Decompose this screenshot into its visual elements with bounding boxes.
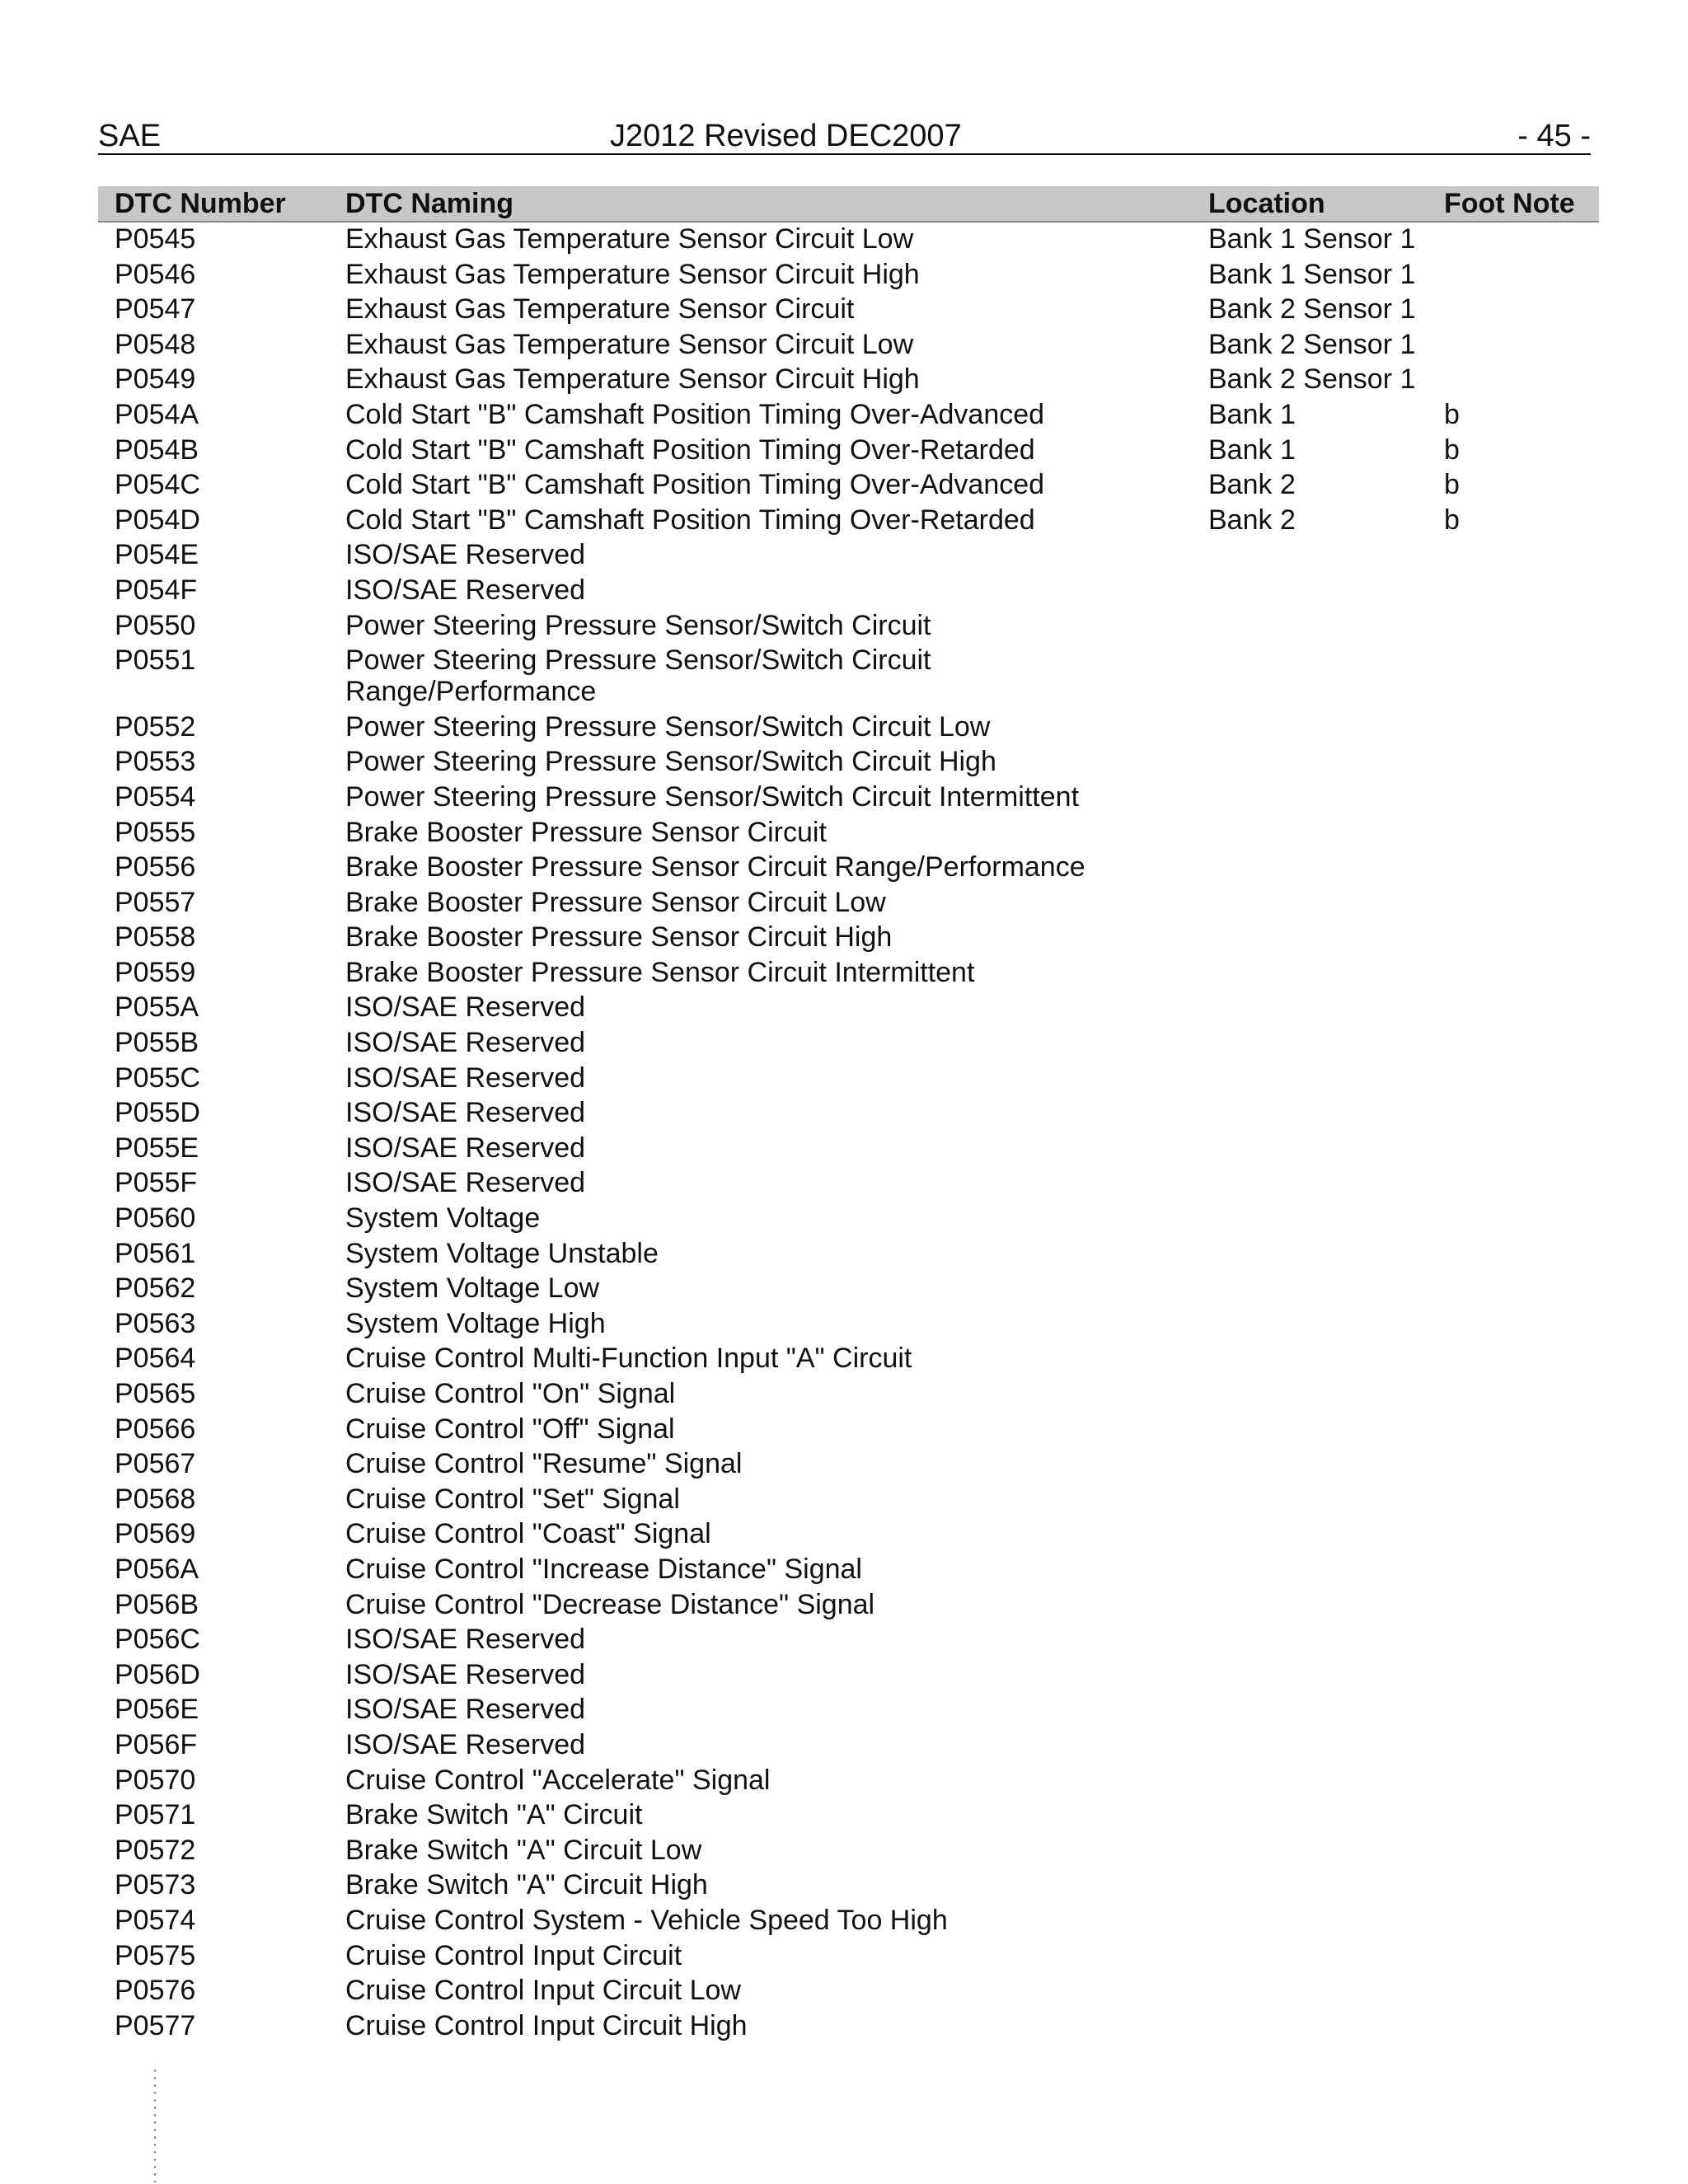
dtc-number-cell: P0554 bbox=[115, 780, 196, 813]
table-row bbox=[98, 1728, 1599, 1764]
dtc-number-cell: P055B bbox=[115, 1027, 199, 1059]
dtc-number-cell: P0560 bbox=[115, 1202, 196, 1235]
dtc-number-cell: P054F bbox=[115, 574, 198, 606]
location-cell: Bank 2 bbox=[1208, 469, 1296, 501]
table-row bbox=[98, 223, 1599, 258]
dtc-number-cell: P0565 bbox=[115, 1378, 196, 1409]
dtc-number-cell: P0561 bbox=[115, 1237, 196, 1269]
dtc-number-cell: P0562 bbox=[115, 1272, 196, 1305]
dtc-naming-cell: Power Steering Pressure Sensor/Switch Circuit Low bbox=[345, 710, 991, 743]
dtc-number-cell: P0576 bbox=[115, 1975, 196, 2007]
dtc-number-cell: P0564 bbox=[115, 1343, 196, 1375]
dtc-naming-cell: Brake Switch "A" Circuit Low bbox=[345, 1834, 702, 1866]
table-row bbox=[98, 574, 1599, 609]
dtc-naming-cell: Cruise Control Multi-Function Input "A" Circuit bbox=[345, 1343, 912, 1375]
dtc-naming-cell: ISO/SAE Reserved bbox=[345, 1027, 586, 1059]
table-row bbox=[98, 956, 1599, 991]
table-row bbox=[98, 851, 1599, 886]
dtc-naming-cell: Cruise Control "Increase Distance" Signal bbox=[345, 1553, 862, 1585]
dtc-naming-cell: Cruise Control "Accelerate" Signal bbox=[345, 1764, 771, 1796]
dtc-number-cell: P054A bbox=[115, 398, 199, 430]
dtc-naming-cell: ISO/SAE Reserved bbox=[345, 1624, 586, 1656]
dtc-number-cell: P0545 bbox=[115, 223, 196, 255]
table-row bbox=[98, 538, 1599, 574]
dtc-number-cell: P0567 bbox=[115, 1448, 196, 1480]
dtc-number-cell: P056E bbox=[115, 1694, 199, 1726]
table-row bbox=[98, 1447, 1599, 1483]
table-row bbox=[98, 434, 1599, 469]
dtc-naming-cell: ISO/SAE Reserved bbox=[345, 1062, 586, 1094]
dtc-naming-cell: Cruise Control "On" Signal bbox=[345, 1378, 676, 1409]
table-row bbox=[98, 1272, 1599, 1307]
table-row bbox=[98, 1237, 1599, 1272]
table-row bbox=[98, 1974, 1599, 2009]
scan-artifact-dots bbox=[152, 2067, 158, 2182]
dtc-naming-cell: Cruise Control "Set" Signal bbox=[345, 1483, 680, 1515]
dtc-number-cell: P0548 bbox=[115, 328, 196, 360]
dtc-number-cell: P0550 bbox=[115, 609, 196, 641]
location-cell: Bank 1 bbox=[1208, 434, 1296, 466]
dtc-number-cell: P0557 bbox=[115, 886, 196, 918]
table-row bbox=[98, 644, 1599, 710]
dtc-naming-cell: Brake Booster Pressure Sensor Circuit High bbox=[345, 921, 893, 954]
dtc-naming-cell: System Voltage bbox=[345, 1202, 541, 1235]
table-row bbox=[98, 1413, 1599, 1448]
dtc-number-cell: P055F bbox=[115, 1167, 198, 1199]
table-row bbox=[98, 363, 1599, 398]
dtc-naming-cell: Exhaust Gas Temperature Sensor Circuit High bbox=[345, 258, 920, 290]
foot-note-cell: b bbox=[1444, 504, 1460, 536]
dtc-naming-cell: Brake Switch "A" Circuit High bbox=[345, 1869, 708, 1901]
table-row bbox=[98, 328, 1599, 363]
foot-note-cell: b bbox=[1444, 434, 1460, 466]
table-row bbox=[98, 745, 1599, 780]
dtc-number-cell: P0566 bbox=[115, 1413, 196, 1445]
table-row bbox=[98, 710, 1599, 746]
location-cell: Bank 1 Sensor 1 bbox=[1208, 258, 1416, 290]
table-row bbox=[98, 1939, 1599, 1975]
table-row bbox=[98, 1202, 1599, 1237]
dtc-number-cell: P0559 bbox=[115, 956, 196, 988]
table-row bbox=[98, 1166, 1599, 1202]
dtc-number-cell: P054E bbox=[115, 539, 199, 571]
dtc-naming-cell: System Voltage Unstable bbox=[345, 1237, 659, 1269]
column-header-location: Location bbox=[1208, 188, 1325, 219]
dtc-number-cell: P054C bbox=[115, 469, 200, 501]
header-page-number: - 45 - bbox=[1517, 119, 1591, 153]
table-header bbox=[98, 186, 1599, 223]
dtc-naming-cell: Cold Start "B" Camshaft Position Timing Over-Retarded bbox=[345, 434, 1035, 466]
dtc-naming-cell: System Voltage High bbox=[345, 1307, 606, 1339]
dtc-number-cell: P056D bbox=[115, 1658, 200, 1690]
dtc-naming-cell: ISO/SAE Reserved bbox=[345, 574, 586, 606]
dtc-naming-cell: Brake Booster Pressure Sensor Circuit Range/Performance bbox=[345, 851, 1085, 883]
dtc-naming-cell: Cruise Control "Resume" Signal bbox=[345, 1448, 743, 1480]
dtc-naming-cell: Power Steering Pressure Sensor/Switch Circuit bbox=[345, 609, 931, 641]
dtc-number-cell: P0552 bbox=[115, 710, 196, 743]
table-row bbox=[98, 1588, 1599, 1624]
dtc-naming-cell: Brake Booster Pressure Sensor Circuit Intermittent bbox=[345, 956, 975, 988]
table-row bbox=[98, 1658, 1599, 1694]
dtc-naming-cell: Cruise Control Input Circuit Low bbox=[345, 1975, 741, 2007]
dtc-naming-cell: Cruise Control "Coast" Signal bbox=[345, 1518, 711, 1550]
dtc-number-cell: P0547 bbox=[115, 293, 196, 326]
dtc-number-cell: P055D bbox=[115, 1097, 200, 1129]
dtc-naming-cell: System Voltage Low bbox=[345, 1272, 600, 1305]
dtc-number-cell: P054B bbox=[115, 434, 199, 466]
table-row bbox=[98, 1834, 1599, 1869]
dtc-number-cell: P056C bbox=[115, 1624, 200, 1656]
dtc-naming-cell: Exhaust Gas Temperature Sensor Circuit Low bbox=[345, 223, 914, 255]
dtc-number-cell: P0553 bbox=[115, 746, 196, 778]
table-row bbox=[98, 991, 1599, 1026]
dtc-naming-cell: Power Steering Pressure Sensor/Switch Circuit High bbox=[345, 746, 996, 778]
header-doc-id: J2012 Revised DEC2007 bbox=[610, 119, 962, 153]
dtc-number-cell: P0569 bbox=[115, 1518, 196, 1550]
location-cell: Bank 1 Sensor 1 bbox=[1208, 223, 1416, 255]
location-cell: Bank 2 Sensor 1 bbox=[1208, 293, 1416, 326]
table-row bbox=[98, 780, 1599, 816]
dtc-naming-cell: ISO/SAE Reserved bbox=[345, 1694, 586, 1726]
dtc-number-cell: P055C bbox=[115, 1062, 200, 1094]
dtc-naming-cell: Cold Start "B" Camshaft Position Timing Over-Advanced bbox=[345, 469, 1045, 501]
table-row bbox=[98, 1026, 1599, 1062]
location-cell: Bank 2 Sensor 1 bbox=[1208, 363, 1416, 396]
dtc-table bbox=[98, 186, 1599, 2044]
table-row bbox=[98, 1623, 1599, 1658]
dtc-naming-cell: Cruise Control Input Circuit bbox=[345, 1939, 682, 1971]
dtc-number-cell: P056B bbox=[115, 1588, 199, 1620]
table-row bbox=[98, 398, 1599, 434]
table-row bbox=[98, 1517, 1599, 1553]
table-row bbox=[98, 1062, 1599, 1097]
dtc-number-cell: P0572 bbox=[115, 1834, 196, 1866]
dtc-naming-cell: Cruise Control "Decrease Distance" Signal bbox=[345, 1588, 875, 1620]
dtc-naming-cell: Brake Booster Pressure Sensor Circuit Low bbox=[345, 886, 886, 918]
dtc-naming-cell: Exhaust Gas Temperature Sensor Circuit Low bbox=[345, 328, 914, 360]
header-rule bbox=[98, 153, 1591, 155]
dtc-number-cell: P055E bbox=[115, 1132, 199, 1164]
dtc-number-cell: P0573 bbox=[115, 1869, 196, 1901]
table-row bbox=[98, 1693, 1599, 1728]
dtc-number-cell: P055A bbox=[115, 991, 199, 1024]
dtc-naming-cell: Cold Start "B" Camshaft Position Timing Over-Retarded bbox=[345, 504, 1035, 536]
table-body bbox=[98, 223, 1599, 2044]
dtc-number-cell: P056A bbox=[115, 1553, 199, 1585]
dtc-naming-cell: ISO/SAE Reserved bbox=[345, 1132, 586, 1164]
foot-note-cell: b bbox=[1444, 469, 1460, 501]
location-cell: Bank 2 bbox=[1208, 504, 1296, 536]
dtc-naming-cell: Power Steering Pressure Sensor/Switch Circuit Intermittent bbox=[345, 780, 1080, 813]
location-cell: Bank 1 bbox=[1208, 398, 1296, 430]
table-row bbox=[98, 1132, 1599, 1167]
dtc-naming-cell: Cold Start "B" Camshaft Position Timing Over-Advanced bbox=[345, 398, 1045, 430]
dtc-naming-cell: ISO/SAE Reserved bbox=[345, 539, 586, 571]
header-org: SAE bbox=[98, 119, 162, 153]
dtc-naming-cell: Power Steering Pressure Sensor/Switch Circuit Range/Performance bbox=[345, 644, 931, 708]
column-header-foot-note: Foot Note bbox=[1444, 188, 1575, 219]
column-header-dtc-naming: DTC Naming bbox=[345, 188, 513, 219]
dtc-number-cell: P0546 bbox=[115, 258, 196, 290]
foot-note-cell: b bbox=[1444, 398, 1460, 430]
table-row bbox=[98, 1342, 1599, 1377]
dtc-number-cell: P0568 bbox=[115, 1483, 196, 1515]
table-row bbox=[98, 1307, 1599, 1343]
dtc-naming-cell: Brake Switch "A" Circuit bbox=[345, 1799, 643, 1831]
dtc-number-cell: P0556 bbox=[115, 851, 196, 883]
table-row bbox=[98, 1764, 1599, 1799]
dtc-naming-cell: ISO/SAE Reserved bbox=[345, 1728, 586, 1760]
column-header-dtc-number: DTC Number bbox=[115, 188, 286, 219]
dtc-number-cell: P0558 bbox=[115, 921, 196, 954]
dtc-number-cell: P0570 bbox=[115, 1764, 196, 1796]
dtc-number-cell: P056F bbox=[115, 1728, 198, 1760]
table-row bbox=[98, 293, 1599, 328]
dtc-naming-cell: Exhaust Gas Temperature Sensor Circuit High bbox=[345, 363, 920, 396]
dtc-naming-cell: Cruise Control System - Vehicle Speed Too High bbox=[345, 1904, 948, 1936]
dtc-naming-cell: Brake Booster Pressure Sensor Circuit bbox=[345, 816, 827, 848]
table-row bbox=[98, 1904, 1599, 1939]
dtc-naming-cell: ISO/SAE Reserved bbox=[345, 991, 586, 1024]
dtc-number-cell: P0549 bbox=[115, 363, 196, 396]
location-cell: Bank 2 Sensor 1 bbox=[1208, 328, 1416, 360]
dtc-number-cell: P0563 bbox=[115, 1307, 196, 1339]
table-row bbox=[98, 1483, 1599, 1518]
table-row bbox=[98, 1096, 1599, 1132]
table-row bbox=[98, 886, 1599, 921]
dtc-number-cell: P0555 bbox=[115, 816, 196, 848]
table-row bbox=[98, 2009, 1599, 2045]
table-row bbox=[98, 609, 1599, 644]
dtc-number-cell: P0551 bbox=[115, 644, 196, 677]
dtc-number-cell: P0571 bbox=[115, 1799, 196, 1831]
table-row bbox=[98, 921, 1599, 956]
dtc-number-cell: P0577 bbox=[115, 2009, 196, 2041]
table-row bbox=[98, 258, 1599, 293]
table-row bbox=[98, 468, 1599, 504]
table-row bbox=[98, 504, 1599, 539]
dtc-number-cell: P0575 bbox=[115, 1939, 196, 1971]
dtc-number-cell: P0574 bbox=[115, 1904, 196, 1936]
dtc-naming-cell: Cruise Control Input Circuit High bbox=[345, 2009, 748, 2041]
dtc-number-cell: P054D bbox=[115, 504, 200, 536]
table-row bbox=[98, 1553, 1599, 1588]
dtc-naming-cell: ISO/SAE Reserved bbox=[345, 1097, 586, 1129]
table-row bbox=[98, 1377, 1599, 1413]
dtc-naming-cell: Cruise Control "Off" Signal bbox=[345, 1413, 675, 1445]
table-row bbox=[98, 816, 1599, 851]
table-row bbox=[98, 1798, 1599, 1834]
dtc-naming-cell: ISO/SAE Reserved bbox=[345, 1658, 586, 1690]
dtc-naming-cell: ISO/SAE Reserved bbox=[345, 1167, 586, 1199]
table-row bbox=[98, 1868, 1599, 1904]
dtc-naming-cell: Exhaust Gas Temperature Sensor Circuit bbox=[345, 293, 855, 326]
